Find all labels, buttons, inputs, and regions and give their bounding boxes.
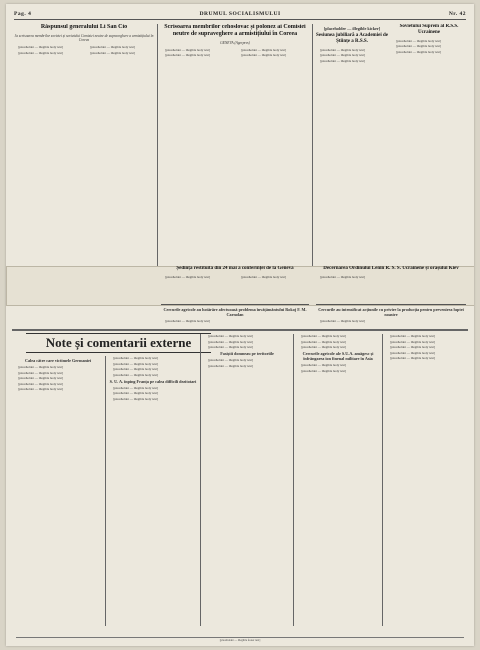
article-title: Sesiunea jubiliară a Academiei de Științe a R.S.S. [316, 33, 388, 44]
article-title: Cercurile agricole ale S.U.A. amăgesc și înfrângarea ion finenal militare în Asia [302, 351, 374, 362]
newspaper-title: DRUMUL SOCIALISMULUI [199, 11, 281, 17]
article-title: Scrisoarea membrilor cehoslovac și polonez ai Comisiei neutre de supraveghere a armistițiului în Coreea [164, 24, 306, 37]
article-paragraph: [placeholder — illegible body text] [301, 345, 346, 350]
article-paragraph: [placeholder — illegible body text] [396, 44, 441, 49]
article-paragraph: [placeholder — illegible body text] [208, 339, 253, 344]
article-kicker: [placeholder — illegible kicker] [323, 26, 381, 31]
bottom-col-2 [109, 356, 197, 626]
article-title: Fasiștii domneau pe teritoriile [220, 351, 274, 357]
article-paragraph: [placeholder — illegible body text] [208, 345, 253, 350]
article-paragraph: [placeholder — illegible body text] [165, 53, 210, 58]
article-paragraph: [placeholder — illegible body text] [113, 385, 158, 390]
article-sesiunea-jubiliara [316, 24, 388, 264]
article-paragraph: [placeholder — illegible body text] [18, 45, 63, 50]
article-paragraph: [placeholder — illegible body text] [18, 376, 63, 381]
box-title: Cercurile au intensificat acțiunile cu privire la producția pentru prevenirea luptei noastre [318, 307, 464, 317]
article-paragraph: [placeholder — illegible body text] [390, 334, 435, 338]
article-paragraph: [placeholder — illegible body text] [113, 356, 158, 360]
bottom-col-1 [14, 356, 102, 626]
box-paragraph: [placeholder — illegible body text] [320, 319, 365, 323]
article-paragraph: [placeholder — illegible body text] [320, 58, 365, 63]
page-footer: [placeholder — illegible footer text] [16, 637, 464, 642]
article-paragraph: [placeholder — illegible body text] [241, 47, 286, 52]
newspaper-page [6, 4, 474, 646]
article-paragraph: [placeholder — illegible body text] [90, 50, 135, 55]
article-paragraph: [placeholder — illegible body text] [113, 372, 158, 377]
column-rule [157, 24, 158, 299]
article-paragraph: [placeholder — illegible body text] [208, 363, 253, 368]
issue-number: Nr. 42 [448, 11, 466, 17]
column-rule [382, 334, 383, 626]
article-geneva [161, 266, 309, 304]
article-dateline: GENEVA (Agerpres) [220, 40, 250, 45]
article-paragraph: [placeholder — illegible body text] [90, 45, 135, 50]
box-paragraph: [placeholder — illegible body text] [165, 319, 210, 323]
section-title: Note și comentarii externe [26, 333, 211, 353]
article-paragraph: [placeholder — illegible body text] [241, 274, 286, 279]
article-paragraph: [placeholder — illegible body text] [301, 339, 346, 344]
article-title: Sovietului Suprem al R.S.S. Ucrainene [399, 24, 459, 35]
article-paragraph: [placeholder — illegible body text] [396, 49, 441, 54]
article-title: Ședința restituită din 24 mai a conferinței de la Geneva [176, 266, 294, 271]
column-rule [200, 334, 201, 626]
article-title: S. U. A. înping Franța pe calea difficili dezitotari [109, 378, 197, 384]
article-paragraph: [placeholder — illegible body text] [320, 47, 365, 52]
article-paragraph: [placeholder — illegible body text] [208, 358, 253, 363]
article-paragraph: [placeholder — illegible body text] [301, 334, 346, 338]
page-header [14, 9, 466, 20]
article-paragraph: [placeholder — illegible body text] [18, 381, 63, 386]
bottom-col-3 [204, 334, 290, 626]
article-paragraph: [placeholder — illegible body text] [18, 387, 63, 392]
article-paragraph: [placeholder — illegible body text] [301, 363, 346, 368]
article-ordinul-lenin [316, 266, 466, 304]
bottom-col-4 [297, 334, 379, 626]
column-rule [105, 356, 106, 626]
article-paragraph: [placeholder — illegible body text] [390, 350, 435, 355]
article-comisia-neutra [161, 24, 309, 264]
article-paragraph: [placeholder — illegible body text] [301, 368, 346, 373]
article-paragraph: [placeholder — illegible body text] [320, 53, 365, 58]
article-paragraph: [placeholder — illegible body text] [390, 345, 435, 350]
box-item-agricole [161, 304, 309, 327]
box-title: Cercurile agricole au hotărâre afectuoasă problema învățământului Rokoj F. M. Carnolan [163, 307, 307, 317]
article-paragraph: [placeholder — illegible body text] [165, 274, 210, 279]
box-item-productie [316, 304, 466, 327]
article-paragraph: [placeholder — illegible body text] [320, 274, 365, 279]
article-paragraph: [placeholder — illegible body text] [18, 50, 63, 55]
article-title: Decernarea Ordinului Lenin R. S. S. Ucrainene și orașului Kiev [323, 266, 459, 271]
article-paragraph: [placeholder — illegible body text] [18, 370, 63, 375]
bottom-col-5 [386, 334, 466, 626]
column-rule [293, 334, 294, 626]
article-paragraph: [placeholder — illegible body text] [396, 38, 441, 43]
column-rule [312, 24, 313, 299]
article-sovietul-suprem [392, 24, 466, 264]
article-paragraph: [placeholder — illegible body text] [113, 397, 158, 402]
article-paragraph: [placeholder — illegible body text] [165, 47, 210, 52]
article-paragraph: [placeholder — illegible body text] [241, 53, 286, 58]
section-divider [12, 329, 468, 331]
article-paragraph: [placeholder — illegible body text] [18, 365, 63, 369]
article-title: Răspunsul generalului Li San Cio [40, 24, 128, 30]
page-number: Pag. 4 [14, 11, 32, 17]
article-paragraph: [placeholder — illegible body text] [208, 334, 253, 338]
article-title: Calea către care victimele Germaniei [24, 358, 92, 363]
article-li-san-cio [14, 24, 154, 269]
article-paragraph: [placeholder — illegible body text] [113, 367, 158, 372]
article-paragraph: [placeholder — illegible body text] [390, 356, 435, 361]
article-paragraph: [placeholder — illegible body text] [113, 361, 158, 366]
article-subtitle: Ja scrisoarea membrilor sovietei și sovietului Comisiei neutre de supraveghere a armistițiului în Coreea [14, 33, 154, 43]
article-paragraph: [placeholder — illegible body text] [390, 339, 435, 344]
article-paragraph: [placeholder — illegible body text] [113, 391, 158, 396]
